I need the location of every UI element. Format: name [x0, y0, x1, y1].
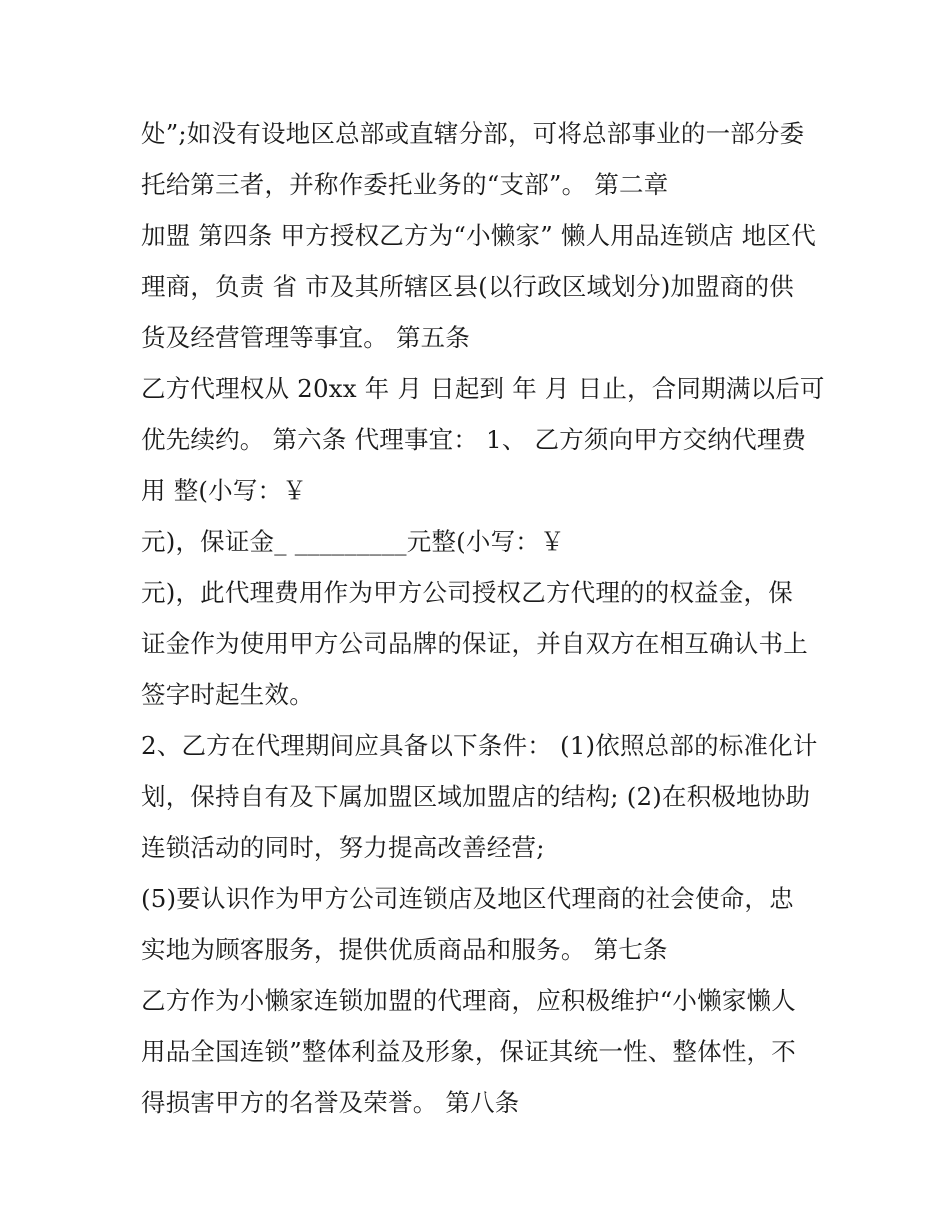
text-line: 用 整(小写：￥ — [141, 476, 307, 505]
text-line: 理商，负责 省 市及其所辖区县(以行政区域划分)加盟商的供 — [141, 272, 794, 301]
text-line: (5)要认识作为甲方公司连锁店及地区代理商的社会使命，忠 — [141, 884, 794, 913]
text-line: 处”;如没有设地区总部或直辖分部，可将总部事业的一部分委 — [141, 119, 805, 148]
text-line: 元)，保证金_ _________元整(小写：￥ — [141, 527, 565, 556]
text-line: 优先续约。 第六条 代理事宜： 1、 乙方须向甲方交纳代理费 — [141, 425, 807, 454]
text-line: 货及经营管理等事宜。 第五条 — [141, 323, 471, 352]
text-line: 乙方作为小懒家连锁加盟的代理商，应积极维护“小懒家懒人 — [141, 986, 796, 1015]
text-line: 划，保持自有及下属加盟区域加盟店的结构; (2)在积极地协助 — [141, 782, 811, 811]
text-line: 托给第三者，并称作委托业务的“支部”。 第二章 — [141, 170, 669, 199]
text-line: 实地为顾客服务，提供优质商品和服务。 第七条 — [141, 935, 668, 964]
text-line: 证金作为使用甲方公司品牌的保证，并自双方在相互确认书上 — [141, 629, 808, 658]
text-line: 加盟 第四条 甲方授权乙方为“小懒家” 懒人用品连锁店 地区代 — [141, 221, 816, 250]
text-line: 连锁活动的同时，努力提高改善经营; — [141, 833, 545, 862]
text-line: 乙方代理权从 20xx 年 月 日起到 年 月 日止，合同期满以后可 — [141, 374, 825, 403]
text-line: 用品全国连锁”整体利益及形象，保证其统一性、整体性，不 — [141, 1037, 796, 1066]
document-body — [141, 108, 825, 1128]
text-line: 得损害甲方的名誉及荣誉。 第八条 — [141, 1088, 520, 1117]
text-line: 元)，此代理费用作为甲方公司授权乙方代理的的权益金，保 — [141, 578, 793, 607]
text-line: 签字时起生效。 — [141, 680, 314, 709]
text-line: 2、乙方在代理期间应具备以下条件： (1)依照总部的标准化计 — [141, 731, 818, 760]
